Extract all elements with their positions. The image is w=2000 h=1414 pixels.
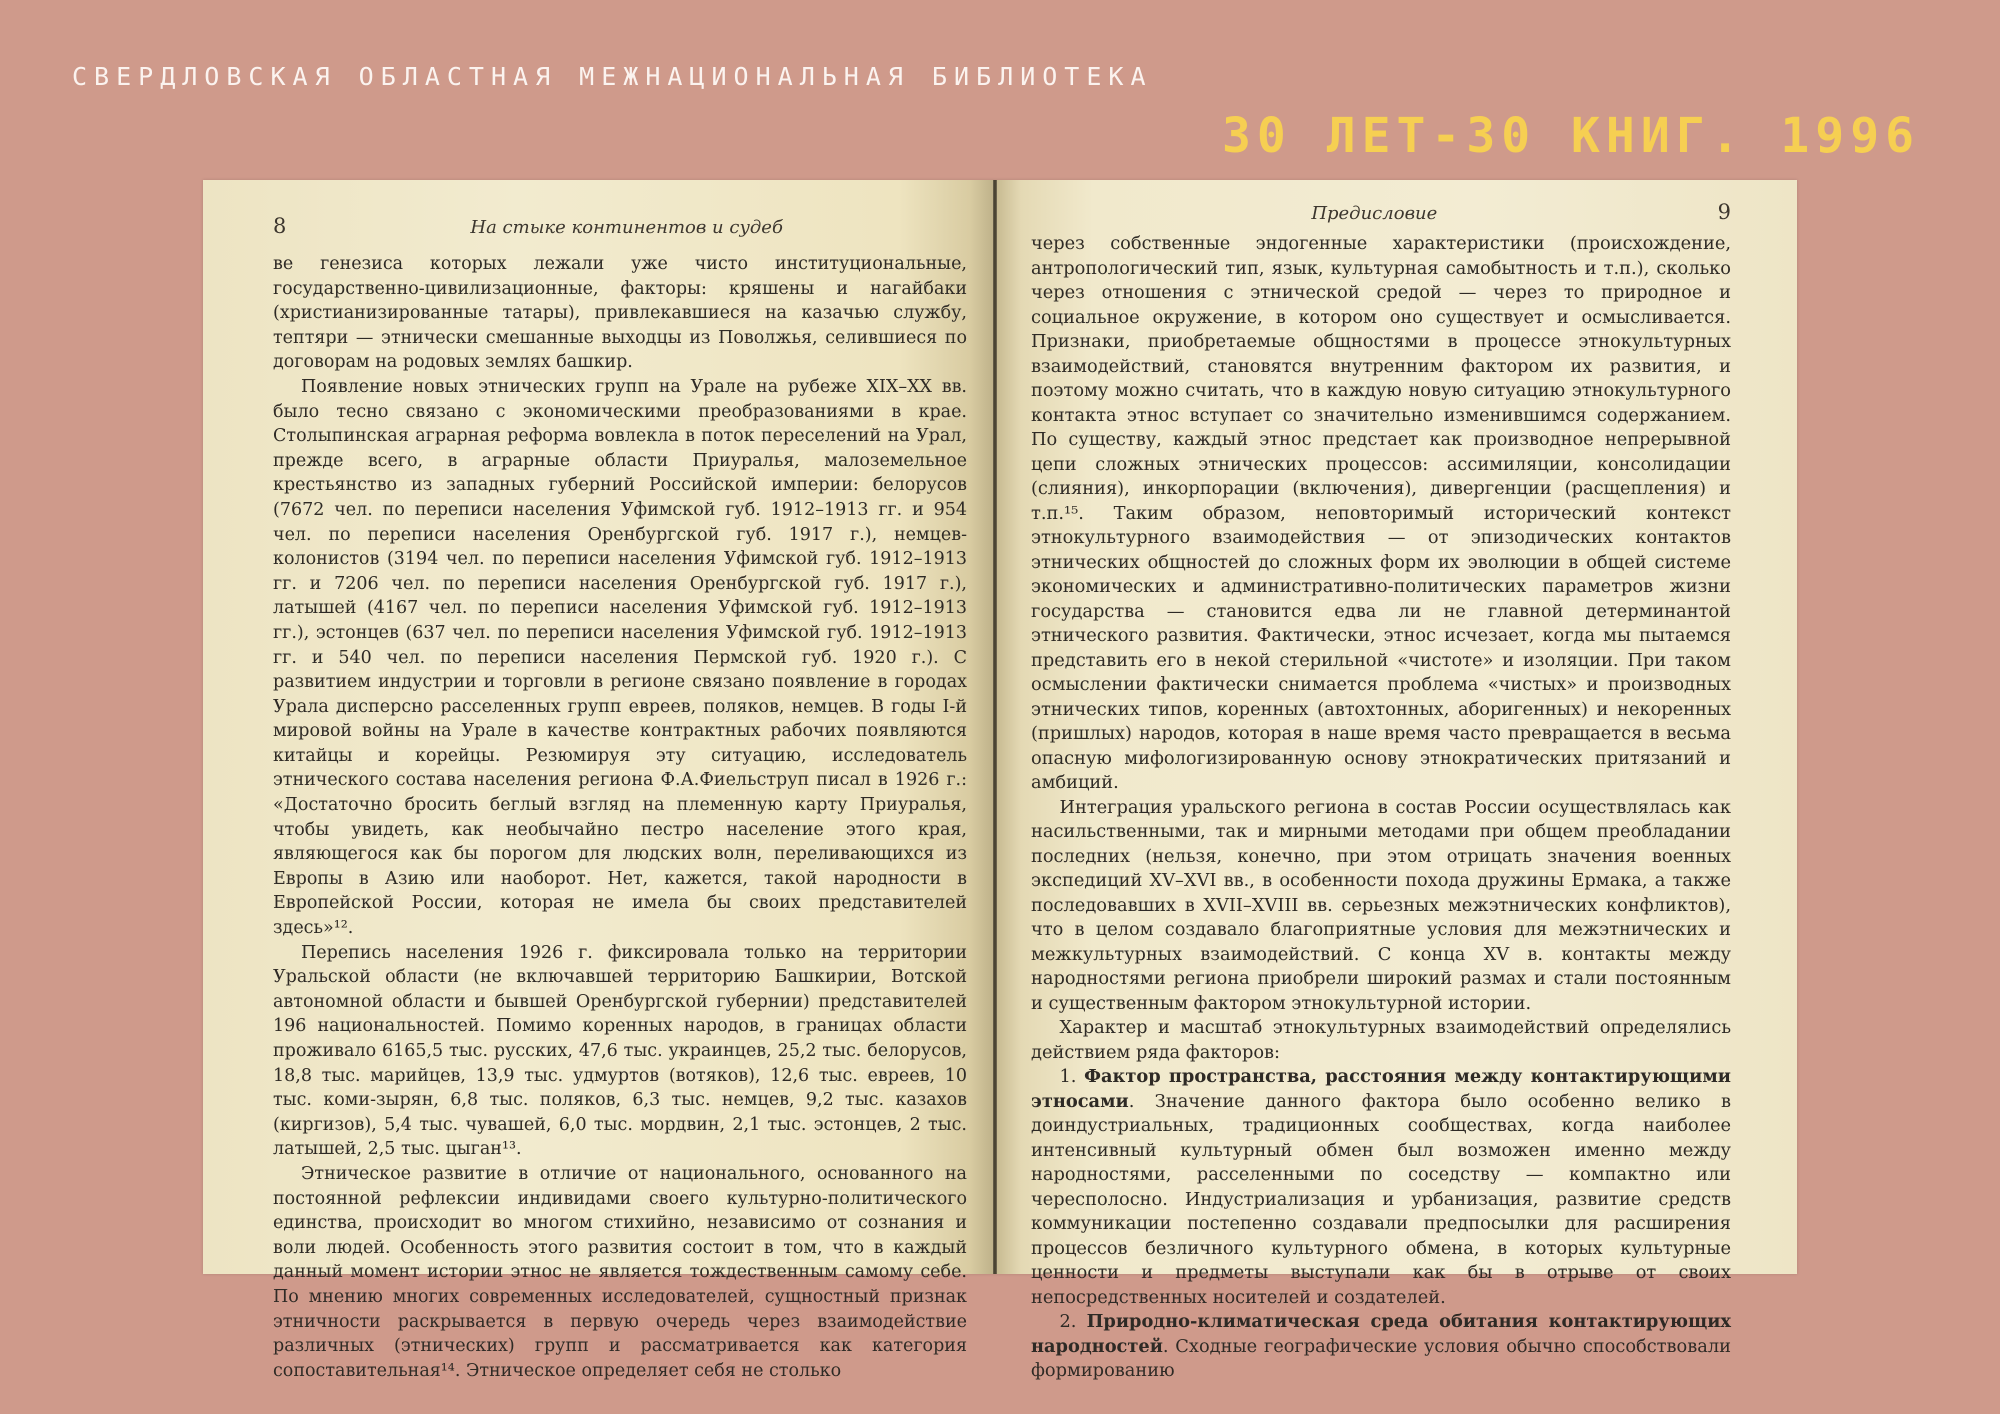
open-book-photo bbox=[203, 180, 1797, 1381]
factor-2-text: . Сходные географические условия обычно способствовали формированию bbox=[1031, 1335, 1731, 1381]
running-head-right bbox=[1031, 200, 1731, 224]
factor-2-title: Природно-климатическая среда обитания контактирующих народностей bbox=[1031, 1311, 1731, 1357]
page-number-right: 9 bbox=[1717, 200, 1731, 224]
paragraph: Этническое развитие в отличие от национального, основанного на постоянной рефлексии индивидами своего культурно-политического единства, происходит во многом стихийно, независимо от сознания и воли людей. Особенность этого развития состоит в том, что в каждый данный момент истории этнос не является тождественным самому себе. По мнению многих современных исследователей, сущностный признак этничности раскрывается в первую очередь через взаимодействие различных (этнических) групп и рассматривается как категория сопоставительная¹⁴. Этническое определяет себя не столько bbox=[273, 1163, 967, 1381]
page-body-left bbox=[273, 252, 967, 1383]
paragraph: Перепись населения 1926 г. фиксировала только на территории Уральской области (не включавшей территорию Башкирии, Вотской автономной области и бывшей Оренбургской губернии) представителей 196 национальностей. Помимо коренных народов, в границах области проживало 6165,5 тыс. русских, 47,6 тыс. украинцев, 25,2 тыс. белорусов, 18,8 тыс. марийцев, 13,9 тыс. удмуртов (вотяков), 12,6 тыс. евреев, 10 тыс. коми-зырян, 6,8 тыс. поляков, 6,3 тыс. немцев, 9,2 тыс. казахов (киргизов), 5,4 тыс. чувашей, 6,0 тыс. мордвин, 2,1 тыс. эстонцев, 2 тыс. латышей, 2,5 тыс. цыган¹³. bbox=[273, 942, 967, 1160]
running-head-left bbox=[273, 214, 967, 238]
paragraph: Появление новых этнических групп на Урале на рубеже XIX–XX вв. было тесно связано с экономическими преобразованиями в крае. Столыпинская аграрная реформа вовлекла в поток переселений на Урал, прежде всего, в аграрные области Приуралья, малоземельное крестьянство из западных губерний Российской империи: белорусов (7672 чел. по переписи населения Уфимской губ. 1912–1913 гг. и 954 чел. по переписи населения Оренбургской губ. 1917 г.), немцев-колонистов (3194 чел. по переписи населения Уфимской губ. 1912–1913 гг. и 7206 чел. по переписи населения Оренбургской губ. 1917 г.), латышей (4167 чел. по переписи населения Уфимской губ. 1912–1913 гг.), эстонцев (637 чел. по переписи населения Уфимской губ. 1912–1913 гг. и 540 чел. по переписи населения Пермской губ. 1920 г.). С развитием индустрии и торговли в регионе связано появление в городах Урала дисперсно расселенных групп евреев, поляков, немцев. В годы I-й мировой войны на Урале в качестве контрактных рабочих появляются китайцы и корейцы. Резюмируя эту ситуацию, исследователь этнического состава населения региона Ф.А.Фиельструп писал в 1926 г.: «Достаточно бросить беглый взгляд на племенную карту Приуралья, чтобы увидеть, как необычайно пестро население этого края, являющегося как бы порогом для людских волн, переливающихся из Европы в Азию или наоборот. Нет, кажется, такой народности в Европейской России, которая не имела бы своих представителей здесь»¹². bbox=[273, 376, 967, 939]
factor-2-paragraph bbox=[1031, 1310, 1731, 1384]
paragraph: Интеграция уральского региона в состав России осуществлялась как насильственными, так и мирными методами при общем преобладании последних (нельзя, конечно, при этом отрицать значения военных экспедиций XV–XVI вв., в особенности похода дружины Ермака, а также последовавших в XVII–XVIII вв. серьезных межэтнических конфликтов), что в целом создавало благоприятные условия для межэтнических и межкультурных взаимодействий. С конца XV в. контакты между народностями региона приобрели широкий размах и стали постоянным и существенным фактором этнокультурной истории. bbox=[1031, 796, 1731, 1014]
page-body-right bbox=[1031, 232, 1731, 1384]
book-page-left bbox=[203, 180, 993, 1381]
paragraph: Характер и масштаб этнокультурных взаимодействий определялись действием ряда факторов: bbox=[1031, 1017, 1731, 1063]
paragraph: через собственные эндогенные характеристики (происхождение, антропологический тип, язык, культурная самобытность и т.п.), сколько через отношения с этнической средой — через то природное и социальное окружение, в котором оно существует и осмысливается. Признаки, приобретаемые общностями в процессе этнокультурных взаимодействий, становятся внутренним фактором их развития, и поэтому можно считать, что в каждую новую ситуацию этнокультурного контакта этнос вступает со значительно изменившимся содержанием. По существу, каждый этнос предстает как производное непрерывной цепи сложных этнических процессов: ассимиляции, консолидации (слияния), инкорпорации (включения), дивергенции (расщепления) и т.п.¹⁵. Таким образом, неповторимый исторический контекст этнокультурного взаимодействия — от эпизодических контактов этнических общностей до сложных форм их эволюции в общей системе экономических и административно-политических параметров жизни государства — становится едва ли не главной детерминантой этнического развития. Фактически, этнос исчезает, когда мы пытаемся представить его в некой стерильной «чистоте» и изоляции. При таком осмыслении фактически снимается проблема «чистых» и производных этнических типов, коренных (автохтонных, аборигенных) и некоренных (пришлых) народов, которая в наше время часто превращается в весьма опасную мифологизированную основу этнократических притязаний и амбиций. bbox=[1031, 233, 1731, 793]
factor-2-number: 2. bbox=[1059, 1311, 1087, 1332]
factor-1-title: Фактор пространства, расстояния между контактирующими этносами bbox=[1031, 1066, 1731, 1112]
headline-title: 30 ЛЕТ-30 КНИГ. 1996 bbox=[1222, 108, 1920, 164]
page-number-left: 8 bbox=[273, 214, 287, 238]
factor-1-number: 1. bbox=[1059, 1066, 1085, 1087]
paragraph: ве генезиса которых лежали уже чисто институциональные, государственно-цивилизационные, факторы: кряшены и нагайбаки (христианизированные татары), привлекавшиеся на казачью службу, тептяри — этнически смешанные выходцы из Поволжья, селившиеся по договорам на родовых землях башкир. bbox=[273, 254, 967, 373]
running-title-right: Предисловие bbox=[1311, 203, 1438, 224]
running-title-left: На стыке континентов и судеб bbox=[470, 217, 783, 238]
organization-name: СВЕРДЛОВСКАЯ ОБЛАСТНАЯ МЕЖНАЦИОНАЛЬНАЯ БИБЛИОТЕКА bbox=[72, 62, 1153, 91]
factor-1-paragraph bbox=[1031, 1065, 1731, 1310]
factor-1-text: . Значение данного фактора было особенно велико в доиндустриальных, традиционных сообществах, когда наиболее интенсивный культурный обмен был возможен именно между народностями, расселенными по соседству — компактно или чересполосно. Индустриализация и урбанизация, развитие средств коммуникации постепенно создавали предпосылки для расширения процессов безличного культурного обмена, в которых культурные ценности и предметы выступали как бы в отрыве от своих непосредственных носителей и создателей. bbox=[1031, 1090, 1731, 1308]
book-page-right bbox=[997, 180, 1797, 1381]
